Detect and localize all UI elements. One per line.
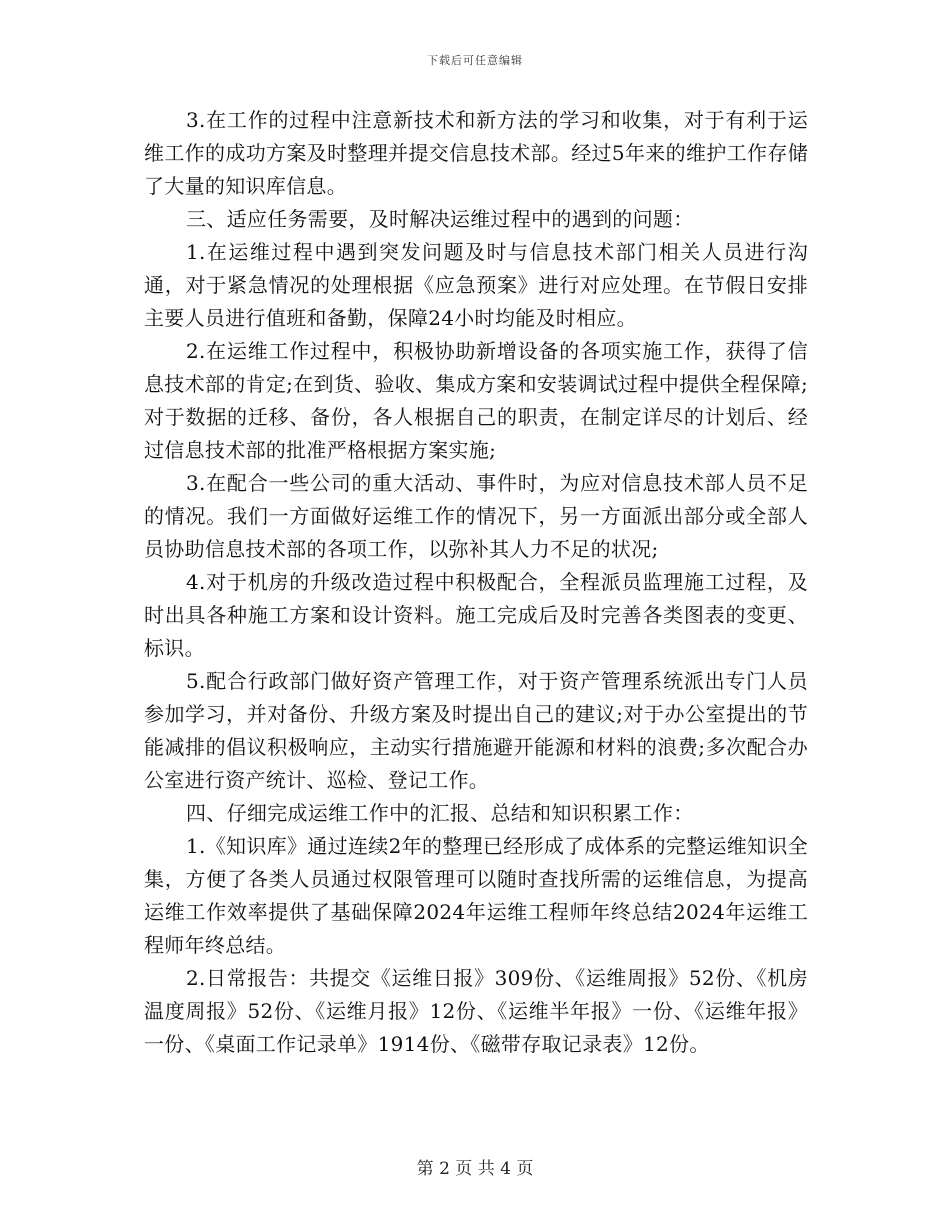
paragraph-knowledge-base: 1.《知识库》通过连续2年的整理已经形成了成体系的完整运维知识全集，方便了各类人员通过权限管理可以随时查找所需的运维信息，为提高运维工作效率提供了基础保障2024年运维工程师年终总结2024年运维工程师年终总结。 (144, 834, 808, 957)
section-heading-4: 四、仔细完成运维工作中的汇报、总结和知识积累工作： (186, 801, 694, 825)
paragraph-asset-management: 5.配合行政部门做好资产管理工作，对于资产管理系统派出专门人员参加学习，并对备份、升级方案及时提出自己的建议;对于办公室提出的节能减排的倡议积极响应，主动实行措施避开能源和材料的浪费;多次配合办公室进行资产统计、巡检、登记工作。 (144, 669, 808, 792)
page-footer (0, 1154, 950, 1179)
paragraph-daily-reports: 2.日常报告：共提交《运维日报》309份、《运维周报》52份、《机房温度周报》52份、《运维月报》12份、《运维半年报》一份、《运维年报》一份、《桌面工作记录单》1914份、《磁带存取记录表》12份。 (144, 966, 808, 1056)
header-note: 下载后可任意编辑 (427, 54, 523, 67)
paragraph-item-3-knowledge: 3.在工作的过程中注意新技术和新方法的学习和收集，对于有利于运维工作的成功方案及时整理并提交信息技术部。经过5年来的维护工作存储了大量的知识库信息。 (144, 108, 808, 198)
section-heading-3: 三、适应任务需要，及时解决运维过程中的遇到的问题： (186, 207, 694, 231)
paragraph-machine-room-upgrade: 4.对于机房的升级改造过程中积极配合，全程派员监理施工过程，及时出具各种施工方案和设计资料。施工完成后及时完善各类图表的变更、标识。 (144, 570, 808, 660)
paragraph-equipment-implementation: 2.在运维工作过程中，积极协助新增设备的各项实施工作，获得了信息技术部的肯定;在到货、验收、集成方案和安装调试过程中提供全程保障;对于数据的迁移、备份，各人根据自己的职责，在制定详尽的计划后、经过信息技术部的批准严格根据方案实施; (144, 339, 808, 462)
page-header (0, 52, 950, 68)
page-number: 第 2 页 共 4 页 (416, 1159, 534, 1179)
paragraph-company-events: 3.在配合一些公司的重大活动、事件时，为应对信息技术部人员不足的情况。我们一方面做好运维工作的情况下，另一方面派出部分或全部人员协助信息技术部的各项工作，以弥补其人力不足的状况; (144, 471, 808, 561)
paragraph-emergency-response: 1.在运维过程中遇到突发问题及时与信息技术部门相关人员进行沟通，对于紧急情况的处理根据《应急预案》进行对应处理。在节假日安排主要人员进行值班和备勤，保障24小时均能及时相应。 (144, 240, 808, 330)
document-body (144, 104, 808, 1061)
